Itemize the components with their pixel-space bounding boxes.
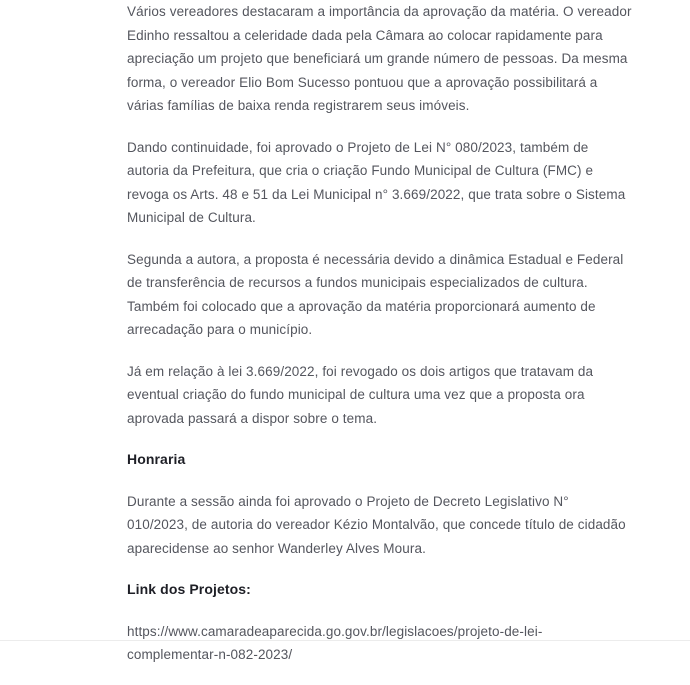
section-heading-honraria: Honraria <box>127 451 186 467</box>
paragraph-revogacao-lei-3669: Já em relação à lei 3.669/2022, foi revogado os dois artigos que tratavam da eventual criação do fundo municipal de cultura uma vez que a proposta ora aprovada passará a dispor sobre o tema. <box>127 363 594 426</box>
paragraph-justificativa-autora: Segunda a autora, a proposta é necessária devido a dinâmica Estadual e Federal de transferência de recursos a fundos municipais especializados de cultura. Também foi colocado que a aprovação da matéria proporcionará aumento de arrecadação para o município. <box>127 251 624 337</box>
project-link-url: https://www.camaradeaparecida.go.gov.br/legislacoes/projeto-de-lei-complementar-n-082-2023/ <box>127 623 543 662</box>
paragraph-projeto-lei-080: Dando continuidade, foi aprovado o Projeto de Lei N° 080/2023, também de autoria da Prefeitura, que cria o criação Fundo Municipal de Cultura (FMC) e revoga os Arts. 48 e 51 da Lei Municipal n° 3.669/2022, que trata sobre o Sistema Municipal de Cultura. <box>127 139 626 225</box>
section-heading-link-dos-projetos: Link dos Projetos: <box>127 581 251 597</box>
paragraph-decreto-legislativo-010: Durante a sessão ainda foi aprovado o Projeto de Decreto Legislativo N° 010/2023, de autoria do vereador Kézio Montalvão, que concede título de cidadão aparecidense ao senhor Wanderley Alves Moura. <box>127 493 626 556</box>
article-content <box>127 0 632 685</box>
paragraph-vereadores-destaque: Vários vereadores destacaram a importância da aprovação da matéria. O vereador Edinho ressaltou a celeridade dada pela Câmara ao colocar rapidamente para apreciação um projeto que beneficiará um grande número de pessoas. Da mesma forma, o vereador Elio Bom Sucesso pontuou que a aprovação possibilitará a várias famílias de baixa renda registrarem seus imóveis. <box>127 4 632 113</box>
